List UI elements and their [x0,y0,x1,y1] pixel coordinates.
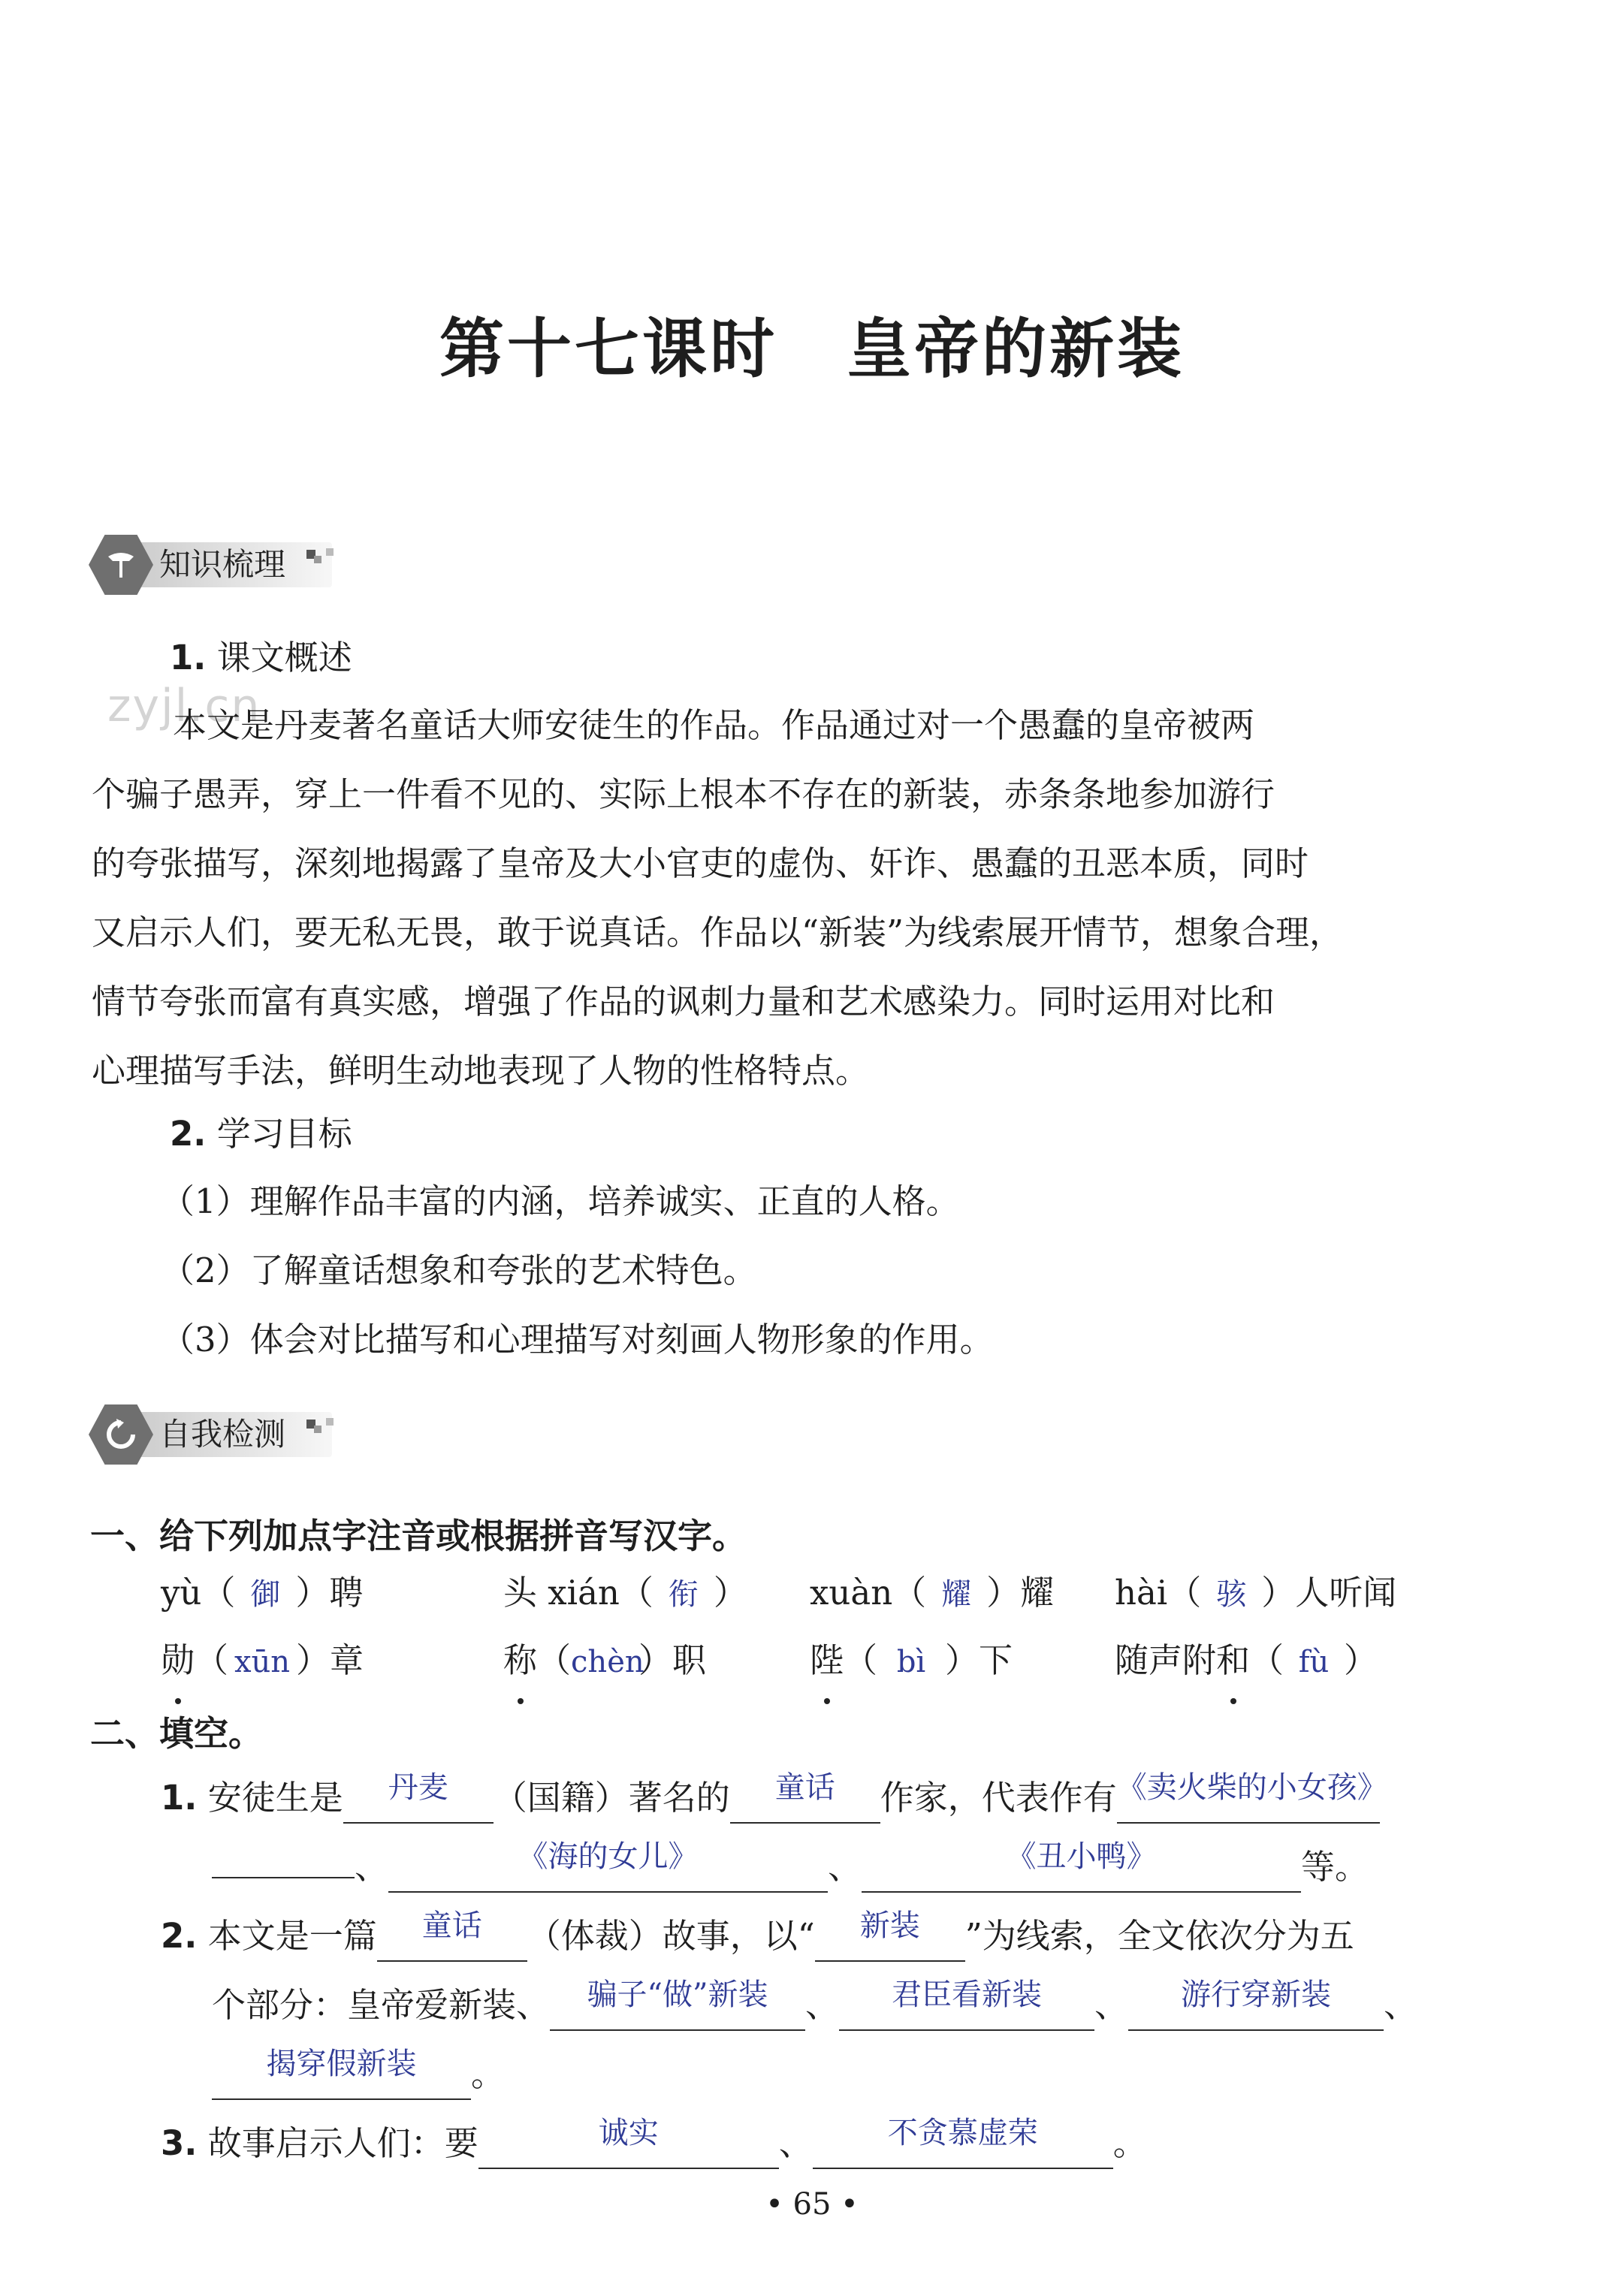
pinyin-row-1 [161,1558,1408,1628]
answer-blank[interactable]: 丹麦 [343,1776,494,1824]
pinyin-item: 陛（ bì ）下 [810,1626,1013,1697]
goal-item: （3）体会对比描写和心理描写对刻画人物形象的作用。 [161,1320,994,1359]
answer-blank[interactable] [212,1877,355,1878]
fill-item-2-cont2: 揭穿假新装 。 [212,2040,505,2109]
answer-blank[interactable]: 童话 [730,1776,880,1824]
pinyin-item: xuàn（ 耀 ）耀 [810,1573,1055,1613]
fill-item-1-cont: 、 《海的女儿》 、 《丑小鸭》 等。 [212,1833,1369,1902]
overview-line: 又启示人们，要无私无畏，敢于说真话。作品以“新装”为线索展开情节，想象合理， [92,913,1344,952]
answer-blank[interactable]: 不贪慕虚荣 [813,2121,1113,2169]
fill-item-2-cont: 个部分：皇帝爱新装、 骗子“做”新装 、 君臣看新装 、 游行穿新装 、 [212,1971,1417,2040]
answer-blank[interactable]: 诚实 [478,2121,779,2169]
fill-item-3: 3. 故事启示人们：要 诚实 、 不贪慕虚荣 。 [161,2109,1147,2178]
goals-list [161,1167,994,1374]
lesson-name: 皇帝的新装 [847,312,1185,387]
lesson-number: 第十七课时 [439,312,777,387]
goal-item: （2）了解童话想象和夸张的艺术特色。 [161,1251,757,1290]
section-label: 知识梳理 [159,546,286,583]
overview-line: 的夸张描写，深刻地揭露了皇帝及大小官吏的虚伪、奸诈、愚蠢的丑恶本质，同时 [92,843,1309,883]
answer-blank[interactable]: 新装 [815,1914,965,1962]
pinyin-item: 称（chèn）职 [503,1626,706,1697]
answer-blank[interactable]: 《丑小鸭》 [862,1845,1301,1893]
page-number: • 65 • [765,2187,859,2222]
watermark: zyjl.cn [107,680,261,732]
fill-item-1: 1. 安徒生是 丹麦 （国籍）著名的 童话 作家，代表作有《卖火柴的小女孩》 [161,1763,1380,1833]
question-2-heading: 二、填空。 [90,1713,263,1754]
overview-line: 情节夸张而富有真实感，增强了作品的讽刺力量和艺术感染力。同时运用对比和 [92,982,1275,1021]
page-title [0,297,1624,390]
answer-blank[interactable]: 揭穿假新装 [212,2052,471,2100]
pinyin-row-2 [161,1626,1408,1695]
answer-blank[interactable]: 骗子“做”新装 [550,1983,805,2031]
goals-heading: 2. 学习目标 [170,1114,352,1154]
answer-blank[interactable]: 游行穿新装 [1128,1983,1384,2031]
section-label: 自我检测 [159,1416,286,1453]
pinyin-item: yù（ 御 ）聘 [161,1573,364,1613]
overview-heading: 1. 课文概述 [170,638,352,677]
pinyin-item: 随声附和（ fù ） [1115,1626,1378,1697]
question-1-heading: 一、给下列加点字注音或根据拼音写汉字。 [90,1516,747,1556]
pinyin-item: hài（ 骇 ）人听闻 [1115,1573,1397,1613]
answer-blank[interactable]: 童话 [377,1914,527,1962]
answer-blank[interactable]: 《卖火柴的小女孩》 [1117,1776,1380,1824]
pinyin-item: 头 xián（ 衔 ） [503,1573,747,1613]
fill-item-2: 2. 本文是一篇 童话 （体裁）故事，以“ 新装 ”为线索，全文依次分为五 [161,1902,1354,1971]
overview-line: 个骗子愚弄，穿上一件看不见的、实际上根本不存在的新装，赤条条地参加游行 [92,774,1275,814]
section-header-knowledge [89,535,344,595]
section-header-selfcheck [89,1404,344,1465]
answer-blank[interactable]: 君臣看新装 [839,1983,1094,2031]
answer-blank[interactable]: 《海的女儿》 [388,1845,828,1893]
goal-item: （1）理解作品丰富的内涵，培养诚实、正直的人格。 [161,1181,960,1221]
overview-line: 本文是丹麦著名童话大师安徒生的作品。作品通过对一个愚蠢的皇帝被两 [173,705,1255,745]
pinyin-item: 勋（ xūn ）章 [161,1626,364,1697]
overview-line: 心理描写手法，鲜明生动地表现了人物的性格特点。 [92,1051,870,1091]
